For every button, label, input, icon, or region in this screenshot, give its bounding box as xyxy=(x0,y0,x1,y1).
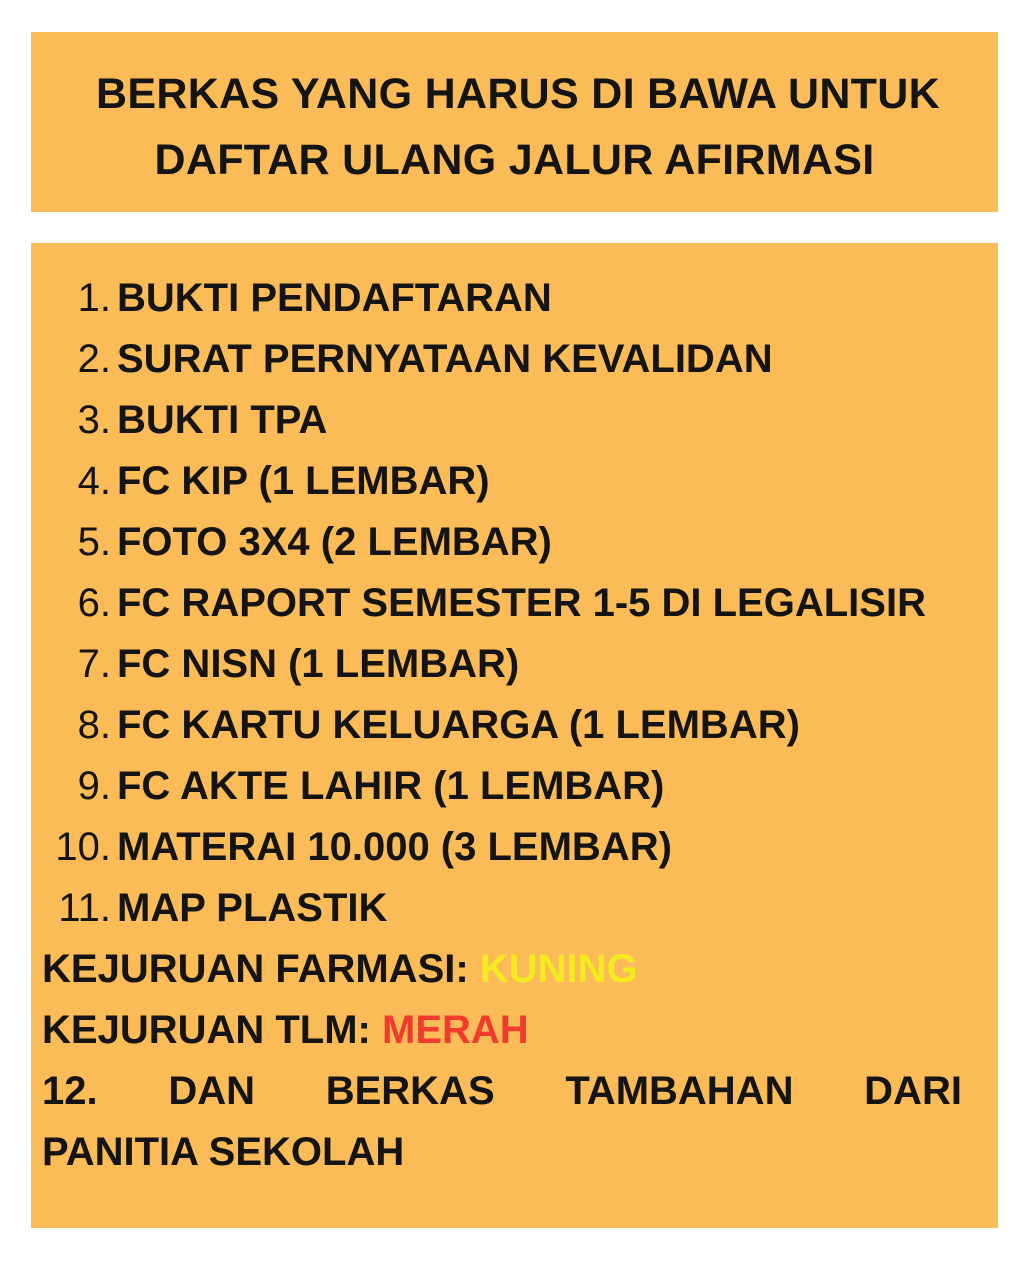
list-item-text: FC AKTE LAHIR (1 LEMBAR) xyxy=(117,764,665,808)
extra-note-line-2: PANITIA SEKOLAH xyxy=(42,1130,405,1174)
list-item-text: FOTO 3X4 (2 LEMBAR) xyxy=(117,520,552,564)
title-box xyxy=(31,32,998,212)
document-list-box xyxy=(31,243,998,1228)
list-item-number: 8. xyxy=(77,703,111,747)
list-item-number: 5. xyxy=(77,520,111,564)
map-color-label: KEJURUAN TLM: xyxy=(42,1008,371,1052)
map-color-tlm xyxy=(42,1003,529,1057)
list-item-text: BUKTI PENDAFTARAN xyxy=(117,276,552,320)
extra-word: DARI xyxy=(864,1069,962,1113)
list-item-text: BUKTI TPA xyxy=(117,398,328,442)
list-item-text: FC NISN (1 LEMBAR) xyxy=(117,642,520,686)
list-item-number: 9. xyxy=(77,764,111,808)
list-item-number: 7. xyxy=(77,642,111,686)
list-item-text: MATERAI 10.000 (3 LEMBAR) xyxy=(117,825,672,869)
list-item-number: 10. xyxy=(55,825,111,869)
list-item-number: 2. xyxy=(77,337,111,381)
extra-word: TAMBAHAN xyxy=(565,1069,794,1113)
map-color-value-yellow: KUNING xyxy=(479,947,638,991)
list-item-text: SURAT PERNYATAAN KEVALIDAN xyxy=(117,337,773,381)
list-item-text: FC KARTU KELUARGA (1 LEMBAR) xyxy=(117,703,800,747)
list-item-text: MAP PLASTIK xyxy=(117,886,388,930)
map-color-value-red: MERAH xyxy=(382,1008,529,1052)
list-item-number: 6. xyxy=(77,581,111,625)
list-item-text: FC KIP (1 LEMBAR) xyxy=(117,459,490,503)
list-item-number: 11. xyxy=(58,886,111,930)
map-color-farmasi xyxy=(42,942,638,996)
list-item-text: FC RAPORT SEMESTER 1-5 DI LEGALISIR xyxy=(117,581,926,625)
title-line-1: BERKAS YANG HARUS DI BAWA UNTUK xyxy=(96,70,940,118)
list-item-number: 1. xyxy=(77,276,111,320)
extra-word: DAN xyxy=(168,1069,255,1113)
list-item-number: 3. xyxy=(77,398,111,442)
extra-word: BERKAS xyxy=(325,1069,495,1113)
map-color-label: KEJURUAN FARMASI: xyxy=(42,947,469,991)
title-line-2: DAFTAR ULANG JALUR AFIRMASI xyxy=(154,136,875,184)
extra-note-line-1 xyxy=(42,1064,962,1118)
list-item-number: 4. xyxy=(77,459,111,503)
extra-word: 12. xyxy=(42,1069,98,1113)
